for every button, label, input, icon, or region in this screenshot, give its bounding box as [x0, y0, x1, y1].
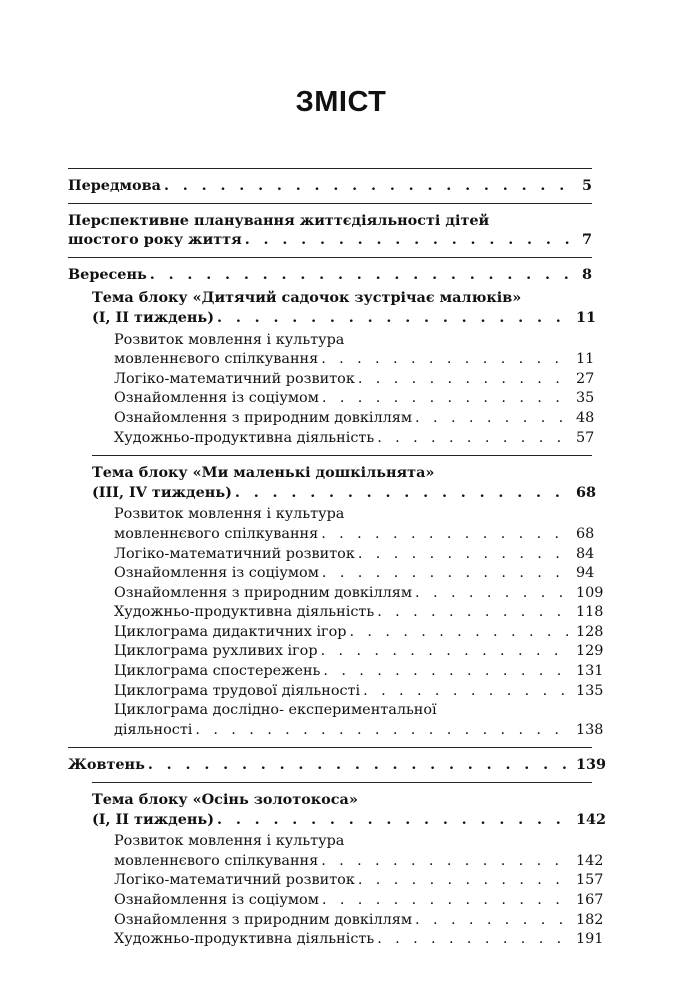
toc-entry-title: Передмова [68, 177, 161, 194]
dot-leader [358, 370, 573, 390]
toc-page-number: 138 [576, 721, 604, 738]
toc-subentry[interactable] [68, 564, 595, 584]
dot-leader [217, 308, 573, 328]
toc-entry-title: Ознайомлення з природним довкіллям [114, 584, 413, 601]
toc-entry-title: Ознайомлення із соціумом [114, 565, 319, 582]
dot-leader [358, 545, 573, 565]
toc-page-number: 142 [576, 852, 604, 869]
toc-subentry[interactable] [68, 930, 604, 950]
toc-entry-title: (III, IV тиждень) [92, 483, 232, 501]
toc-page-number: 68 [576, 483, 597, 501]
toc-entry-title: мовленнєвого спілкування [114, 351, 319, 368]
toc-section-september-part2 [68, 456, 604, 747]
toc-entry-title: Ознайомлення із соціумом [114, 892, 319, 908]
toc-page-number: 182 [576, 911, 604, 928]
toc-page-number: 131 [576, 663, 604, 680]
toc-block-heading[interactable] [68, 288, 597, 327]
toc-entry-title: Ознайомлення із соціумом [114, 390, 319, 407]
toc-entry-title: Жовтень [68, 756, 145, 774]
toc-page-number: 35 [576, 390, 595, 407]
toc-section-september [68, 258, 597, 455]
toc-page-number: 129 [576, 643, 604, 660]
toc-page-number: 57 [576, 429, 595, 446]
toc-page-number: 191 [576, 931, 604, 948]
dot-leader [217, 810, 573, 830]
toc-subentry[interactable] [68, 662, 604, 682]
dot-leader [322, 564, 573, 584]
toc-entry-title: Логіко-математичний розвиток [114, 872, 355, 889]
toc-entry-title: Ознайомлення з природним довкіллям [114, 911, 413, 928]
toc-entry-title-line1: Розвиток мовлення і культура [114, 331, 345, 348]
toc-entry-title: мовленнєвого спілкування [114, 852, 319, 869]
toc-block-heading[interactable] [68, 790, 607, 829]
toc-subentry[interactable] [68, 642, 604, 662]
toc-page-number: 135 [576, 682, 604, 699]
dot-leader [377, 429, 573, 449]
toc-entry-title-line1: Розвиток мовлення і культура [114, 506, 345, 523]
toc-entry-title-line1: Тема блоку «Ми маленькі дошкільнята» [92, 464, 435, 482]
toc-entry-title: Циклограма рухливих ігор [114, 643, 318, 660]
toc-subentry[interactable] [68, 370, 595, 390]
toc-entry-title: (I, II тиждень) [92, 308, 215, 326]
toc-entry-title-line1: Тема блоку «Осінь золотокоса» [92, 791, 358, 809]
dot-leader [415, 911, 573, 931]
toc-page-number: 109 [576, 584, 604, 601]
toc-section-october [68, 748, 607, 782]
dot-leader [322, 389, 573, 409]
dot-leader [321, 852, 573, 872]
toc-entry[interactable] [68, 265, 592, 285]
toc-entry[interactable] [68, 176, 592, 196]
dot-leader [377, 930, 573, 950]
toc-subentry[interactable] [68, 389, 595, 409]
table-of-contents [68, 168, 607, 957]
toc-entry-title: діяльності [114, 721, 193, 738]
toc-page-number: 128 [576, 623, 604, 640]
toc-section-preface [68, 169, 592, 203]
toc-entry-title: Вересень [68, 265, 147, 283]
dot-leader [323, 662, 573, 682]
toc-subentry[interactable] [68, 701, 604, 740]
dot-leader [164, 176, 573, 196]
toc-block-heading[interactable] [68, 463, 597, 502]
toc-subentry[interactable] [68, 911, 604, 931]
toc-page-number: 68 [576, 525, 595, 542]
toc-page-number: 84 [576, 545, 595, 562]
dot-leader [148, 755, 573, 775]
toc-subentry[interactable] [68, 409, 595, 429]
dot-leader [150, 265, 573, 285]
toc-page-number: 167 [576, 892, 604, 908]
toc-subentry[interactable] [68, 832, 604, 871]
dot-leader [195, 721, 573, 741]
toc-subentry[interactable] [68, 891, 604, 911]
dot-leader [235, 483, 573, 503]
toc-subentry[interactable] [68, 603, 604, 623]
toc-subentry[interactable] [68, 331, 595, 370]
dot-leader [377, 603, 573, 623]
toc-page-number: 11 [576, 308, 597, 326]
toc-subentry[interactable] [68, 545, 595, 565]
toc-page-number: 94 [576, 565, 595, 582]
toc-entry-title: мовленнєвого спілкування [114, 525, 319, 542]
dot-leader [322, 891, 573, 911]
dot-leader [321, 525, 573, 545]
toc-subentry[interactable] [68, 623, 604, 643]
toc-subentry[interactable] [68, 429, 595, 449]
toc-page-number: 8 [581, 265, 592, 283]
toc-entry-title: Художньо-продуктивна діяльність [114, 429, 375, 446]
toc-entry[interactable] [68, 211, 592, 250]
toc-subentry[interactable] [68, 871, 604, 891]
toc-page-number: 5 [581, 177, 592, 194]
toc-entry-title: Циклограма спостережень [114, 663, 321, 680]
toc-section-planning [68, 204, 592, 257]
toc-subentry[interactable] [68, 682, 604, 702]
toc-page-number: 139 [576, 756, 607, 774]
toc-page-number: 142 [576, 810, 607, 828]
toc-entry-title-line1: Циклограма дослідно- експериментальної [114, 702, 437, 719]
dot-leader [245, 230, 573, 250]
toc-page-number: 11 [576, 351, 595, 368]
toc-page-number: 7 [581, 231, 592, 249]
toc-subentry[interactable] [68, 505, 595, 544]
dot-leader [349, 623, 573, 643]
toc-page-number: 48 [576, 409, 595, 426]
toc-entry-title: Циклограма дидактичних ігор [114, 623, 347, 640]
dot-leader [415, 409, 573, 429]
toc-entry-title-line1: Розвиток мовлення і культура [114, 833, 345, 850]
toc-entry-title: Логіко-математичний розвиток [114, 545, 355, 562]
toc-entry-title-line1: Тема блоку «Дитячий садочок зустрічає малюків» [92, 289, 522, 307]
page-title: ЗМІСТ [295, 86, 387, 118]
toc-entry-title: Логіко-математичний розвиток [114, 370, 355, 387]
dot-leader [415, 584, 573, 604]
toc-entry-title: Художньо-продуктивна діяльність [114, 604, 375, 621]
toc-entry-title: (I, II тиждень) [92, 810, 215, 828]
toc-subentry[interactable] [68, 584, 604, 604]
toc-entry-title: Циклограма трудової діяльності [114, 682, 361, 699]
toc-entry-title: Ознайомлення з природним довкіллям [114, 409, 413, 426]
dot-leader [363, 682, 573, 702]
toc-page-number: 157 [576, 872, 604, 889]
toc-entry-title-line1: Перспективне планування життєдіяльності дітей [68, 211, 490, 229]
dot-leader [321, 350, 573, 370]
toc-entry-title: Художньо-продуктивна діяльність [114, 931, 375, 948]
toc-page-number: 27 [576, 370, 595, 387]
toc-page-number: 118 [576, 604, 604, 621]
toc-entry[interactable] [68, 755, 607, 775]
toc-section-october-part1 [68, 783, 607, 957]
dot-leader [358, 871, 573, 891]
toc-entry-title: шостого року життя [68, 231, 242, 249]
dot-leader [321, 642, 573, 662]
